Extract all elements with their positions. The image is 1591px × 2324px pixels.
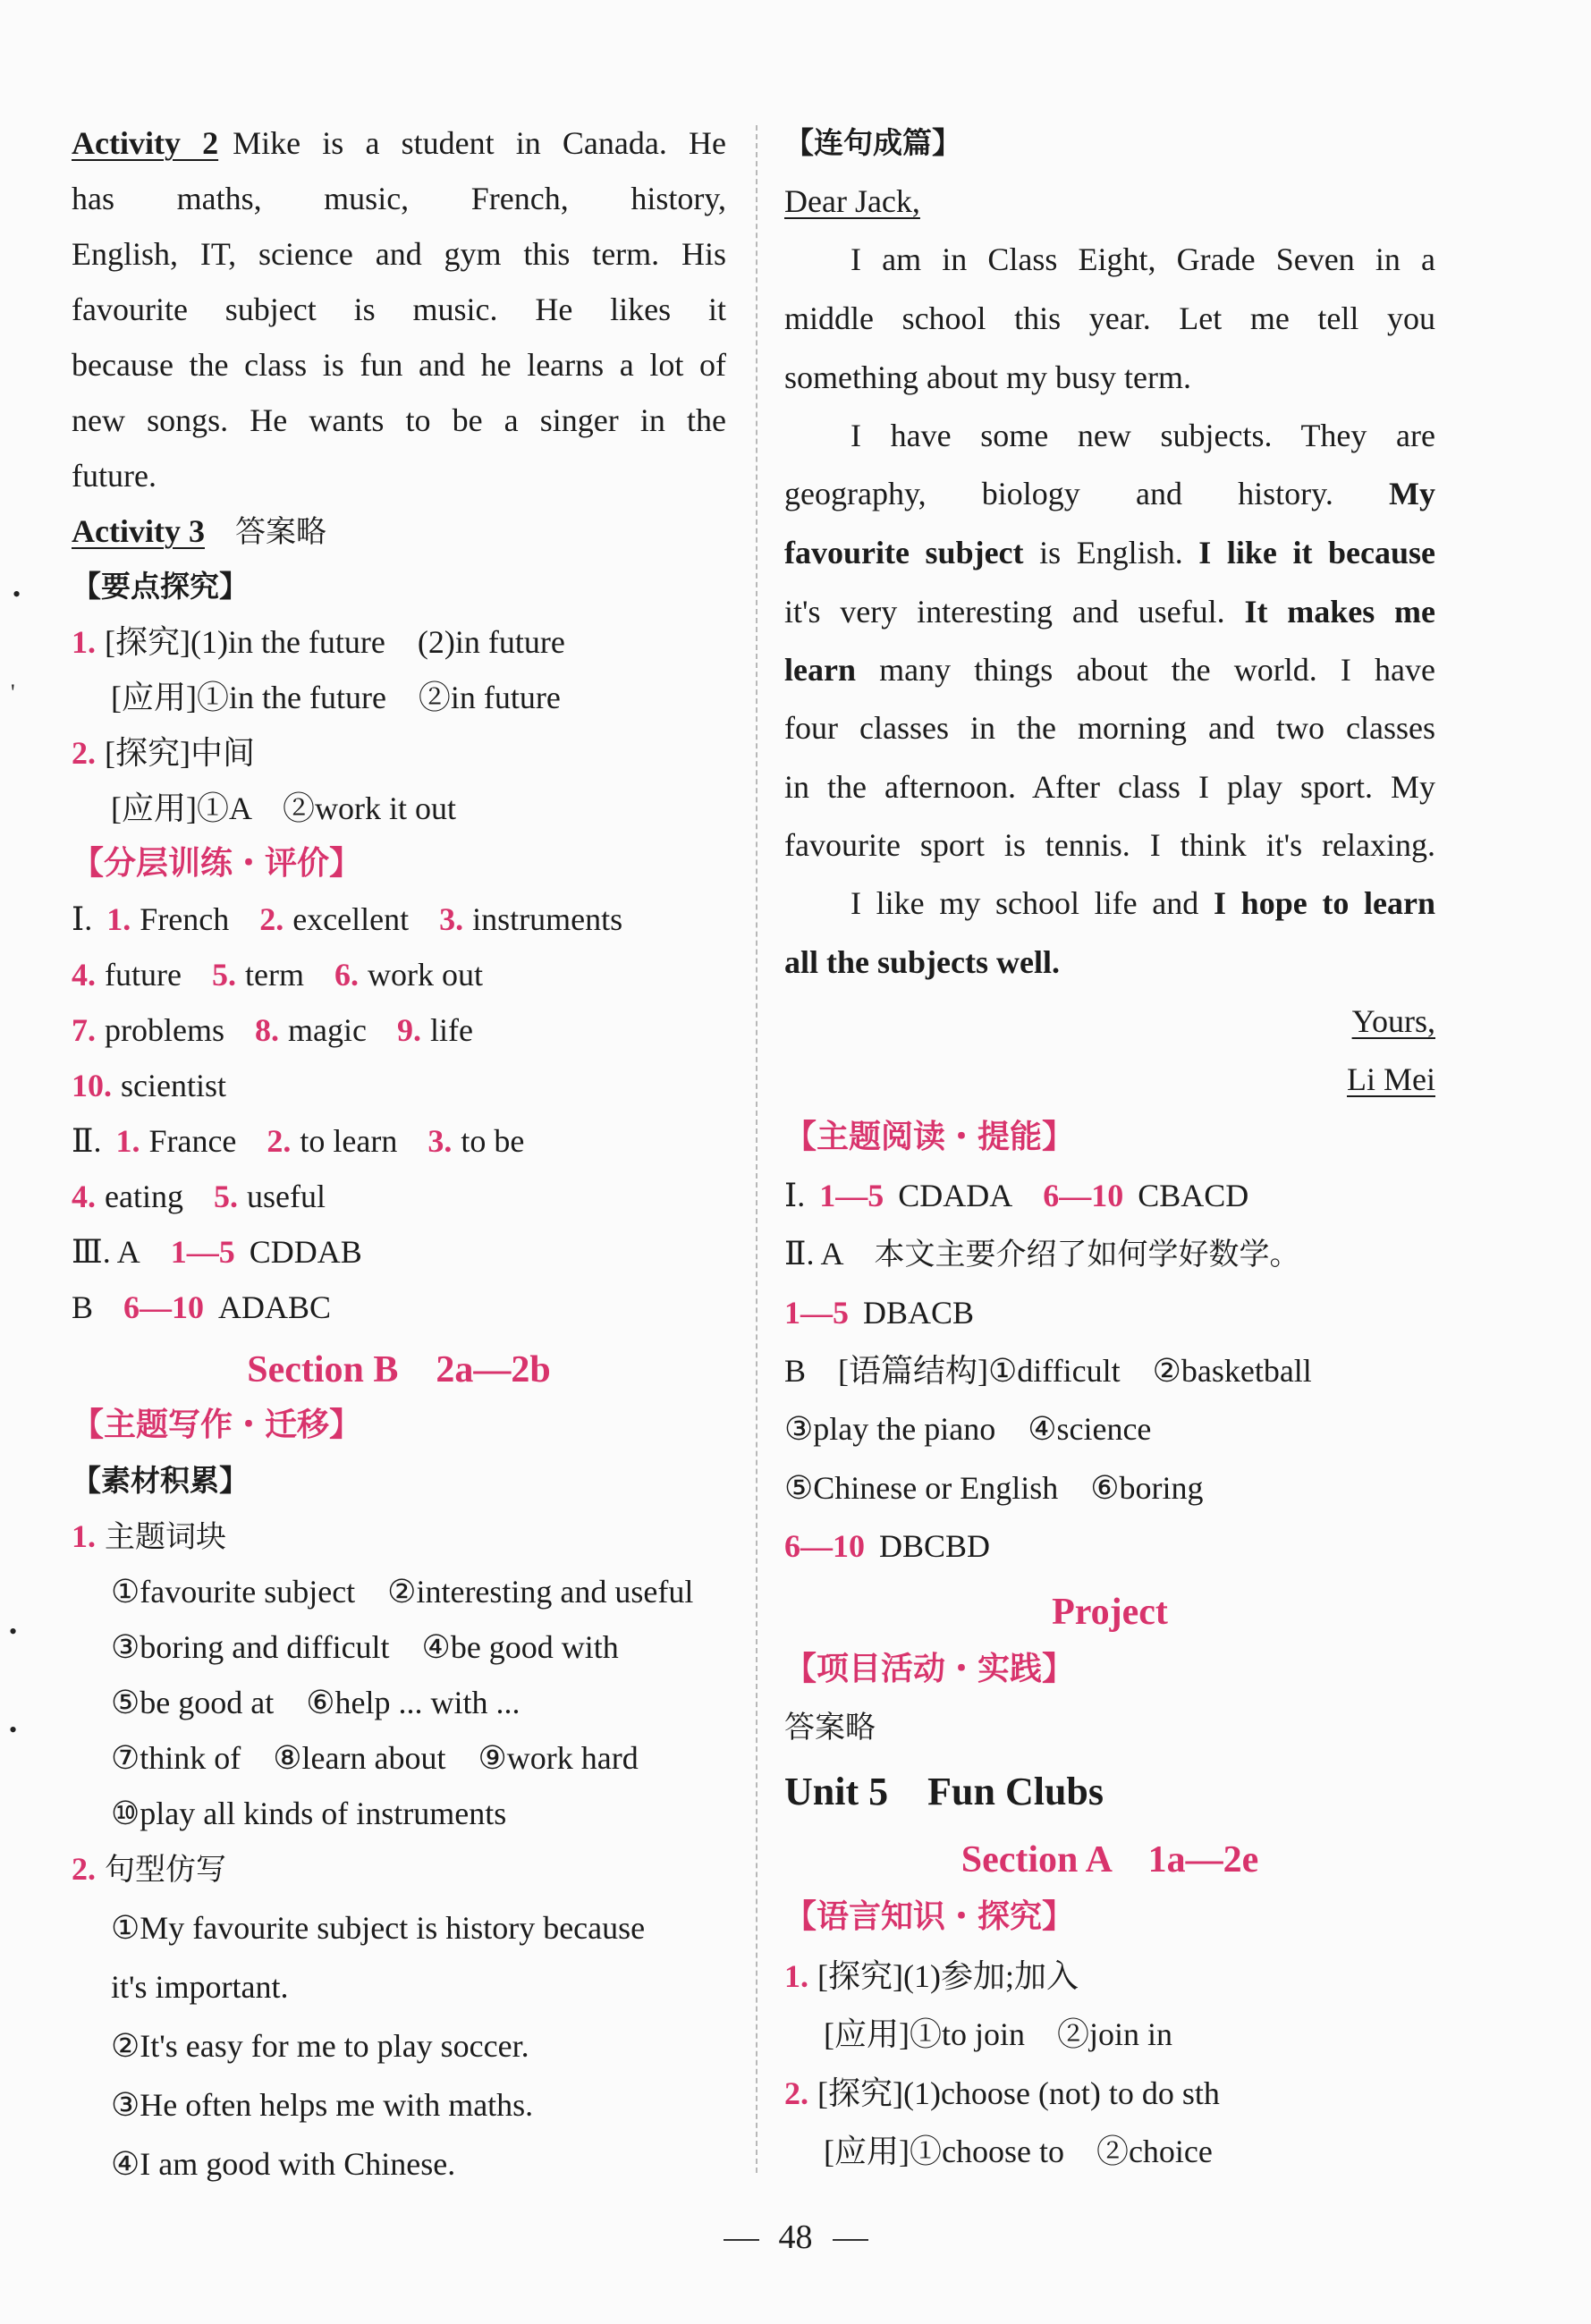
letter-line-6: favourite subject is English. I like it because bbox=[784, 535, 1436, 570]
u2-line-2: [应用]①choose to ②choice bbox=[824, 2134, 1213, 2169]
heading-fenceng: 【分层训练・评价】 bbox=[72, 845, 362, 882]
w1-item-line-5: ⑩play all kinds of instruments bbox=[111, 1796, 507, 1831]
w2-item-line-4: ③He often helps me with maths. bbox=[111, 2087, 534, 2123]
letter-signature: Li Mei bbox=[1347, 1061, 1435, 1097]
section-b-title: Section B 2a—2b bbox=[247, 1349, 551, 1390]
letter-line-3: something about my busy term. bbox=[784, 359, 1191, 395]
letter-line-9: four classes in the morning and two classes bbox=[784, 710, 1435, 746]
margin-mark: • bbox=[9, 1717, 18, 1743]
project-answer: 答案略 bbox=[784, 1710, 876, 1745]
w1-item-line-3: ⑤be good at ⑥help ... with ... bbox=[111, 1685, 520, 1720]
heading-zhuti-xiezuo: 【主题写作・迁移】 bbox=[72, 1407, 362, 1443]
column-divider bbox=[756, 125, 757, 2173]
letter-line-5: geography, biology and history. My bbox=[784, 476, 1435, 511]
practice-row-2: 4. future 5. term 6. work out bbox=[72, 957, 483, 993]
w1-item-line-1: ①favourite subject ②interesting and useful bbox=[111, 1574, 694, 1610]
page-number: 48 bbox=[778, 2218, 813, 2256]
practice-row-8: B 6—10 ADABC bbox=[72, 1289, 332, 1325]
heading-lianju: 【连句成篇】 bbox=[784, 125, 961, 160]
letter-line-4: I have some new subjects. They are bbox=[851, 418, 1435, 453]
margin-mark: ' bbox=[11, 680, 15, 706]
heading-zhuti-yuedu: 【主题阅读・提能】 bbox=[784, 1119, 1075, 1155]
heading-sucai: 【素材积累】 bbox=[72, 1463, 249, 1498]
heading-yuyan: 【语言知识・探究】 bbox=[784, 1898, 1075, 1935]
activity2-line-5: because the class is fun and he learns a lot of bbox=[72, 347, 726, 383]
reading-row-6: ⑤Chinese or English ⑥boring bbox=[784, 1470, 1204, 1506]
reading-row-1: Ⅰ. 1—5 CDADA 6—10 CBACD bbox=[784, 1178, 1249, 1213]
letter-line-11: favourite sport is tennis. I think it's relaxing. bbox=[784, 827, 1435, 863]
letter-closing: Yours, bbox=[1351, 1003, 1435, 1039]
practice-row-1: Ⅰ. 1. French 2. excellent 3. instruments bbox=[72, 901, 623, 937]
margin-mark: • bbox=[13, 581, 21, 607]
unit-title: Unit 5 Fun Clubs bbox=[784, 1770, 1104, 1813]
w1-title-line: 1. 主题词块 bbox=[72, 1518, 226, 1555]
w2-item-line-3: ②It's easy for me to play soccer. bbox=[111, 2028, 529, 2064]
activity2-line-3: English, IT, science and gym this term. His bbox=[72, 236, 726, 272]
w2-title-line: 2. 句型仿写 bbox=[72, 1851, 226, 1888]
page-footer bbox=[0, 2215, 1591, 2260]
footer-dash-left bbox=[724, 2239, 759, 2241]
w2-item-line-2: it's important. bbox=[111, 1969, 289, 2005]
activity3-line: Activity 3 答案略 bbox=[72, 513, 326, 550]
letter-line-7: it's very interesting and useful. It makes me bbox=[784, 594, 1436, 630]
reading-row-3: 1—5 DBACB bbox=[784, 1295, 975, 1331]
footer-dash-right bbox=[833, 2239, 868, 2241]
activity3-label: Activity 3 bbox=[72, 513, 205, 549]
practice-row-7: Ⅲ. A 1—5 CDDAB bbox=[72, 1234, 362, 1270]
activity2-line-7: future. bbox=[72, 458, 157, 494]
u2-line-1: 2. [探究](1)choose (not) to do sth bbox=[784, 2075, 1220, 2111]
reading-row-2: Ⅱ. A 本文主要介绍了如何学好数学。 bbox=[784, 1236, 1300, 1272]
heading-xiangmu: 【项目活动・实践】 bbox=[784, 1651, 1075, 1687]
letter-line-10: in the afternoon. After class I play sport. My bbox=[784, 769, 1435, 805]
w1-item-line-4: ⑦think of ⑧learn about ⑨work hard bbox=[111, 1740, 639, 1776]
project-title: Project bbox=[1052, 1592, 1168, 1633]
q2-line-1: 2. [探究]中间 bbox=[72, 735, 255, 771]
activity2-line-1: Activity 2 Mike is a student in Canada. He bbox=[72, 125, 726, 161]
practice-row-4: 10. scientist bbox=[72, 1068, 226, 1103]
practice-row-3: 7. problems 8. magic 9. life bbox=[72, 1012, 473, 1048]
practice-row-6: 4. eating 5. useful bbox=[72, 1179, 326, 1214]
activity2-label: Activity 2 bbox=[72, 125, 219, 161]
reading-row-4: B [语篇结构]①difficult ②basketball bbox=[784, 1353, 1312, 1389]
letter-line-2: middle school this year. Let me tell you bbox=[784, 300, 1435, 336]
reading-row-7: 6—10 DBCBD bbox=[784, 1528, 991, 1564]
q1-line-2: [应用]①in the future ②in future bbox=[111, 680, 561, 715]
margin-mark: • bbox=[9, 1618, 18, 1644]
section-a-title: Section A 1a—2e bbox=[961, 1839, 1259, 1880]
activity2-line-6: new songs. He wants to be a singer in the bbox=[72, 402, 726, 438]
reading-row-5: ③play the piano ④science bbox=[784, 1411, 1152, 1447]
letter-line-13: all the subjects well. bbox=[784, 944, 1060, 980]
practice-row-5: Ⅱ. 1. France 2. to learn 3. to be bbox=[72, 1123, 525, 1159]
u1-line-2: [应用]①to join ②join in bbox=[824, 2016, 1172, 2052]
letter-salutation: Dear Jack, bbox=[784, 183, 920, 219]
activity2-line-2: has maths, music, French, history, bbox=[72, 181, 726, 216]
q2-line-2: [应用]①A ②work it out bbox=[111, 790, 456, 826]
heading-yaodian: 【要点探究】 bbox=[72, 569, 249, 604]
letter-line-1: I am in Class Eight, Grade Seven in a bbox=[851, 241, 1435, 277]
u1-line-1: 1. [探究](1)参加;加入 bbox=[784, 1958, 1079, 1994]
letter-line-12: I like my school life and I hope to learn bbox=[851, 885, 1436, 921]
w1-item-line-2: ③boring and difficult ④be good with bbox=[111, 1629, 619, 1665]
w2-item-line-1: ①My favourite subject is history because bbox=[111, 1910, 646, 1946]
activity2-line-4: favourite subject is music. He likes it bbox=[72, 292, 726, 327]
w2-item-line-5: ④I am good with Chinese. bbox=[111, 2146, 456, 2182]
letter-line-8: learn many things about the world. I have bbox=[784, 652, 1436, 688]
q1-line-1: 1. [探究](1)in the future (2)in future bbox=[72, 624, 565, 660]
